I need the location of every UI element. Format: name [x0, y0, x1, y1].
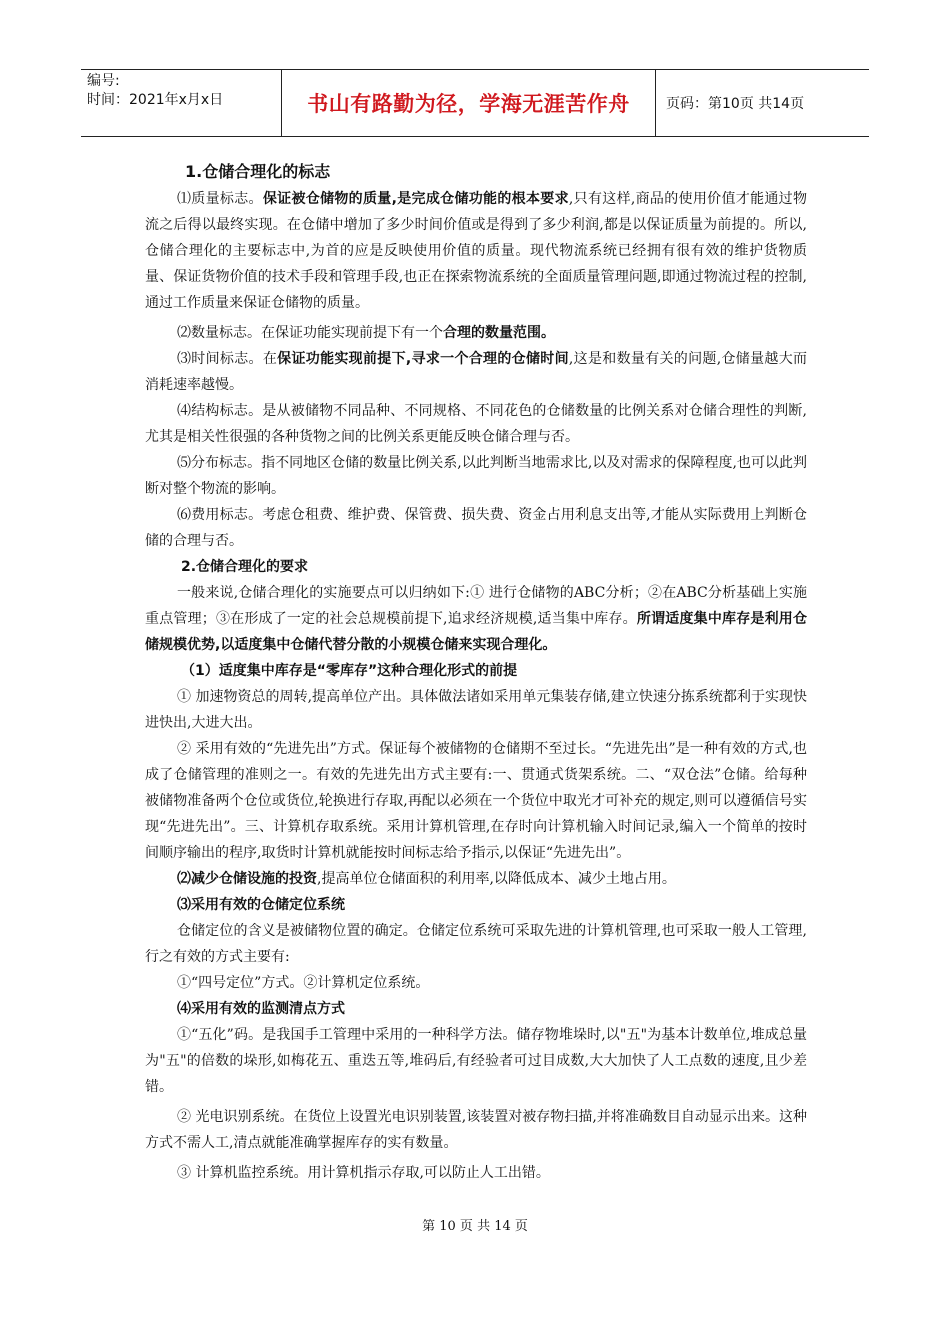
doc-number-label: 编号:: [87, 73, 120, 89]
document-header: [81, 69, 869, 137]
paragraph-cost: ⑹费用标志。考虑仓租费、维护费、保管费、损失费、资金占用利息支出等,才能从实际费用上判断仓储的合理与否。: [145, 507, 807, 549]
paragraph-turnover: ① 加速物资总的周转,提高单位产出。具体做法诸如采用单元集装存储,建立快速分拣系统都利于实现快进快出,大进大出。: [145, 689, 807, 731]
paragraph-five-code: ①“五化”码。是我国手工管理中采用的一种科学方法。储存物堆垛时,以"五"为基本计数单位,堆成总量为"五"的倍数的垛形,如梅花五、重迭五等,堆码后,有经验者可过目成数,大大加快了人工点数的速度,且少差错。: [145, 1027, 807, 1095]
paragraph-structure: ⑷结构标志。是从被储物不同品种、不同规格、不同花色的仓储数量的比例关系对仓储合理性的判断,尤其是相关性很强的各种货物之间的比例关系更能反映仓储合理与否。: [145, 403, 807, 445]
paragraph-reduce-investment: ⑵减少仓储设施的投资,提高单位仓储面积的利用率,以降低成本、减少土地占用。: [177, 871, 676, 887]
header-page-info: 页码：第10页 共14页: [666, 96, 805, 112]
paragraph-location: 仓储定位的含义是被储物位置的确定。仓储定位系统可采取先进的计算机管理,也可采取一般人工管理,行之有效的方式主要有:: [145, 923, 807, 965]
paragraph-time: ⑶时间标志。在保证功能实现前提下,寻求一个合理的仓储时间,这是和数量有关的问题,仓储量越大而消耗速率越慢。: [145, 351, 808, 393]
doc-time-label: 时间：2021年x月x日: [87, 92, 224, 108]
section-heading-requirements: 2.仓储合理化的要求: [181, 559, 309, 575]
paragraph-fifo: ② 采用有效的“先进先出”方式。保证每个被储物的仓储期不至过长。“先进先出”是一种有效的方式,也成了仓储管理的准则之一。有效的先进先出方式主要有:一、贯通式货架系统。二、“双仓法”仓储。给每种被储物准备两个仓位或货位,轮换进行存取,再配以必须在一个货位中取光才可补充的规定,则可以遵循信号实现“先进先出”。三、计算机存取系统。采用计算机管理,在存时向计算机输入时间记录,编入一个简单的按时间顺序输出的程序,取货时计算机就能按时间标志给予指示,以保证“先进先出”。: [145, 741, 807, 861]
document-body: [145, 158, 807, 1186]
subheading-location-system: ⑶采用有效的仓储定位系统: [177, 897, 345, 913]
header-motto: 书山有路勤为径，学海无涯苦作舟: [282, 70, 656, 136]
subheading-concentrated-stock: （1）适度集中库存是“零库存”这种合理化形式的前提: [181, 663, 518, 679]
section-heading-signs: 1.仓储合理化的标志: [185, 162, 331, 181]
page-footer: 第 10 页 共 14 页: [422, 1219, 528, 1234]
paragraph-distribution: ⑸分布标志。指不同地区仓储的数量比例关系,以此判断当地需求比,以及对需求的保障程度,也可以此判断对整个物流的影响。: [145, 455, 807, 497]
paragraph-quality: ⑴质量标志。保证被仓储物的质量,是完成仓储功能的根本要求,只有这样,商品的使用价值才能通过物流之后得以最终实现。在仓储中增加了多少时间价值或是得到了多少利润,都是以保证质量为前提的。所以,仓储合理化的主要标志中,为首的应是反映使用价值的质量。现代物流系统已经拥有很有效的维护货物质量、保证货物价值的技术手段和管理手段,也正在探索物流系统的全面质量管理问题,即通过物流过程的控制,通过工作质量来保证仓储物的质量。: [145, 191, 807, 311]
paragraph-location-methods: ①“四号定位”方式。②计算机定位系统。: [177, 975, 430, 991]
paragraph-photoelectric: ② 光电识别系统。在货位上设置光电识别装置,该装置对被存物扫描,并将准确数目自动显示出来。这种方式不需人工,清点就能准确掌握库存的实有数量。: [145, 1109, 807, 1151]
header-meta-cell: [81, 70, 282, 136]
paragraph-computer-monitor: ③ 计算机监控系统。用计算机指示存取,可以防止人工出错。: [177, 1165, 550, 1181]
paragraph-quantity: ⑵数量标志。在保证功能实现前提下有一个合理的数量范围。: [177, 325, 555, 341]
subheading-monitoring: ⑷采用有效的监测清点方式: [177, 1001, 345, 1017]
paragraph-requirements-intro: 一般来说,仓储合理化的实施要点可以归纳如下:① 进行仓储物的ABC分析；②在ABC分析基础上实施重点管理；③在形成了一定的社会总规模前提下,追求经济规模,适当集中库存。所谓适度集中库存是利用仓储规模优势,以适度集中仓储代替分散的小规模仓储来实现合理化。: [145, 585, 808, 653]
